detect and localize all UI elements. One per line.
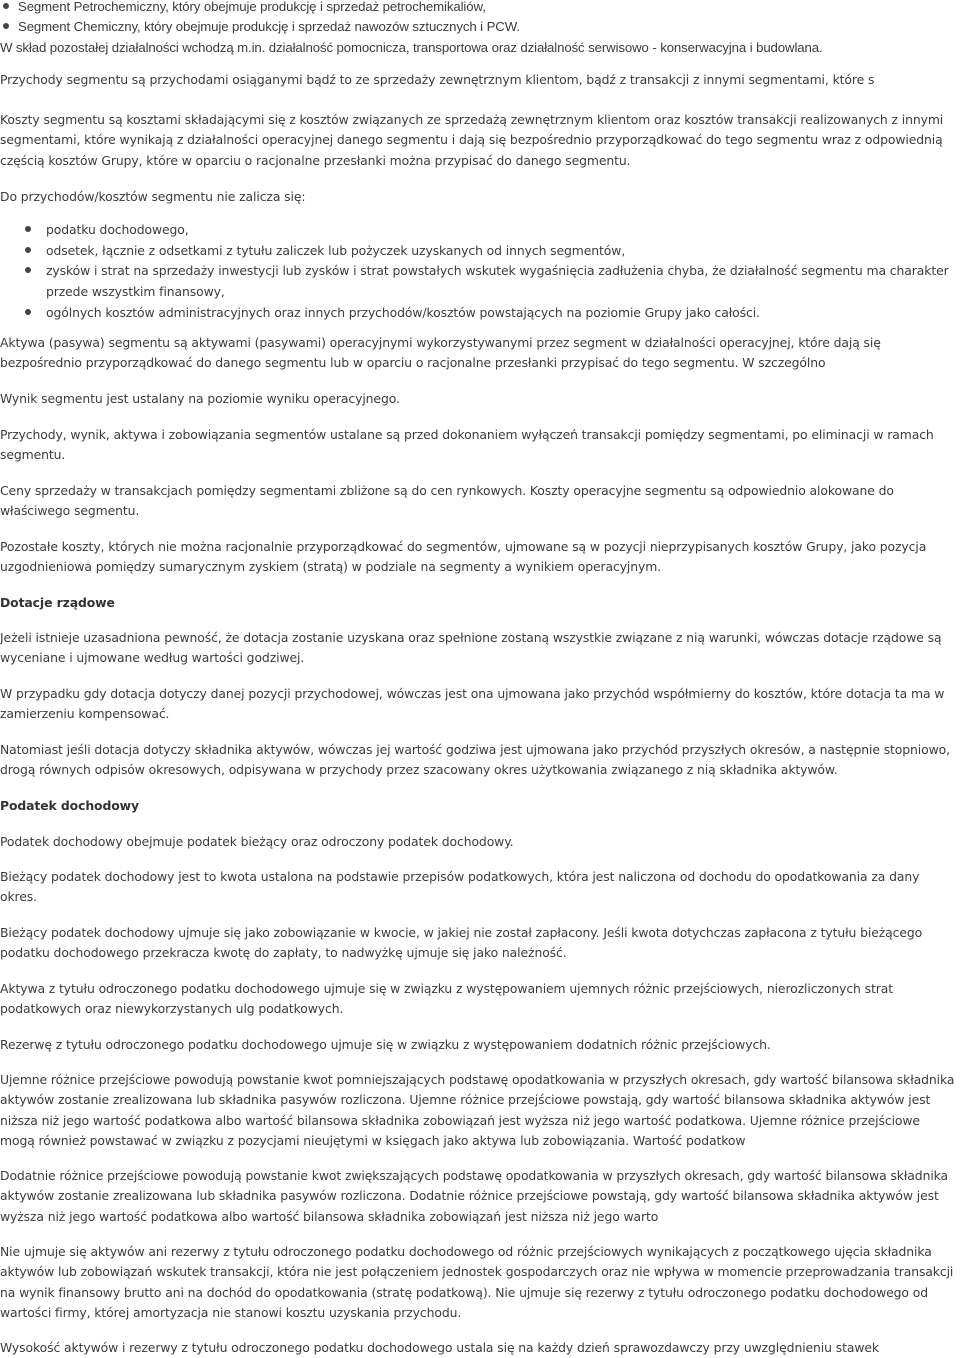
list-item: Segment Chemiczny, który obejmuje produkcję i sprzedaż nawozów sztucznych i PCW. [0, 17, 520, 37]
tax-paragraph-1: Podatek dochodowy obejmuje podatek bieżący oraz odroczony podatek dochodowy. [0, 834, 514, 849]
exclusions-intro: Do przychodów/kosztów segmentu nie zalicza się: [0, 189, 306, 204]
tax-paragraph-3: Bieżący podatek dochodowy ujmuje się jako zobowiązanie w kwocie, w jakiej nie został zapłacony. Jeśli kwota dotychczas zapłacona z tytułu bieżącego podatku dochodowego przekracza kwotę do zapłaty, to nadwyżkę ujmuje się jako należność. [0, 925, 923, 961]
tax-paragraph-2: Bieżący podatek dochodowy jest to kwota ustalona na podstawie przepisów podatkowych, która jest naliczona od dochodu do opodatkowania za dany okres. [0, 869, 920, 905]
tax-paragraph-6: Ujemne różnice przejściowe powodują powstanie kwot pomniejszających podstawę opodatkowania w przyszłych okresach, gdy wartość bilansowa składnika aktywów zostanie zrealizowana lub składnika pasywów rozliczona. Ujemne różnice przejściowe powstają, gdy wartość bilansowa składnika aktywów jest niższa niż jego wartość podatkowa albo wartość bilansowa składnika zobowiązań jest wyższa niż jego wartość podatkowa. Ujemne różnice przejściowe mogą również powstawać w związku z pozycjami nieujętymi w księgach jako aktywa lub zobowiązania. Wartość podatkow [0, 1072, 955, 1149]
grants-paragraph-2: W przypadku gdy dotacja dotyczy danej pozycji przychodowej, wówczas jest ona ujmowana jako przychód współmierny do kosztów, które dotacja ta ma w zamierzeniu kompensować. [0, 686, 945, 722]
segment-assets-paragraph: Aktywa (pasywa) segmentu są aktywami (pasywami) operacyjnymi wykorzystywanymi przez segment w działalności operacyjnej, które dają się bezpośrednio przyporządkować do danego segmentu lub w oparciu o racjonalne przesłanki przypisać do tego segmentu. W szczególno [0, 335, 881, 371]
segment-result-paragraph: Wynik segmentu jest ustalany na poziomie wyniku operacyjnego. [0, 391, 400, 406]
segment-prices-paragraph: Ceny sprzedaży w transakcjach pomiędzy segmentami zbliżone są do cen rynkowych. Koszty operacyjne segmentu są odpowiednio alokowane do właściwego segmentu. [0, 483, 894, 519]
list-item: ogólnych kosztów administracyjnych oraz innych przychodów/kosztów powstających na poziomie Grupy jako całości. [0, 303, 950, 324]
segment-elimination-paragraph: Przychody, wynik, aktywa i zobowiązania segmentów ustalane są przed dokonaniem wyłączeń transakcji pomiędzy segmentami, po eliminacji w ramach segmentu. [0, 427, 934, 463]
segment-other-costs-paragraph: Pozostałe koszty, których nie można racjonalnie przyporządkować do segmentów, ujmowane są w pozycji nieprzypisanych kosztów Grupy, jako pozycja uzgodnieniowa pomiędzy sumarycznym zyskiem (stratą) w podziale na segmenty a wynikiem operacyjnym. [0, 539, 927, 575]
grants-heading: Dotacje rządowe [0, 595, 115, 610]
list-item: odsetek, łącznie z odsetkami z tytułu zaliczek lub pożyczek uzyskanych od innych segmentów, [0, 241, 950, 262]
tax-paragraph-4: Aktywa z tytułu odroczonego podatku dochodowego ujmuje się w związku z występowaniem ujemnych różnic przejściowych, nierozliczonych strat podatkowych oraz niewykorzystanych ulg podatkowych. [0, 981, 893, 1017]
tax-paragraph-9: Wysokość aktywów i rezerwy z tytułu odroczonego podatku dochodowego ustala się na każdy dzień sprawozdawczy przy uwzględnieniu stawek [0, 1340, 879, 1355]
other-activity-line: W skład pozostałej działalności wchodzą m.in. działalność pomocnicza, transportowa oraz działalność serwisowo - konserwacyjna i budowlana. [0, 40, 823, 55]
grants-paragraph-1: Jeżeli istnieje uzasadniona pewność, że dotacja zostanie uzyskana oraz spełnione zostaną wszystkie związane z nią warunki, wówczas dotacje rządowe są wyceniane i ujmowane według wartości godziwej. [0, 630, 942, 666]
tax-paragraph-8: Nie ujmuje się aktywów ani rezerwy z tytułu odroczonego podatku dochodowego od różnic przejściowych wynikających z początkowego ujęcia składnika aktywów lub zobowiązań wskutek transakcji, która nie jest połączeniem jednostek gospodarczych oraz nie wpływa w momencie przeprowadzania transakcji na wynik finansowy brutto ani na dochód do opodatkowania (stratę podatkową). Nie ujmuje się rezerwy z tytułu odroczonego podatku dochodowego od wartości firmy, której amortyzacja nie stanowi kosztu uzyskania przychodu. [0, 1244, 954, 1321]
list-item: zysków i strat na sprzedaży inwestycji lub zysków i strat powstałych wskutek wygaśnięcia zadłużenia chyba, że działalność segmentu ma charakter przede wszystkim finansowy, [0, 261, 950, 302]
segment-revenue-paragraph: Przychody segmentu są przychodami osiąganymi bądź to ze sprzedaży zewnętrznym klientom, bądź z transakcji z innymi segmentami, które s [0, 72, 875, 87]
income-tax-heading: Podatek dochodowy [0, 798, 139, 813]
tax-paragraph-5: Rezerwę z tytułu odroczonego podatku dochodowego ujmuje się w związku z występowaniem dodatnich różnic przejściowych. [0, 1037, 771, 1052]
exclusions-list [0, 220, 950, 324]
tax-paragraph-7: Dodatnie różnice przejściowe powodują powstanie kwot zwiększających podstawę opodatkowania w przyszłych okresach, gdy wartość bilansowa składnika aktywów zostanie zrealizowana lub składnika pasywów rozliczona. Dodatnie różnice przejściowe powstają, gdy wartość bilansowa składnika aktywów jest wyższa niż jego wartość podatkowa albo wartość bilansowa składnika zobowiązań jest niższa niż jego warto [0, 1168, 949, 1224]
list-item: Segment Petrochemiczny, który obejmuje produkcję i sprzedaż petrochemikaliów, [0, 0, 520, 17]
segment-list [0, 0, 520, 37]
grants-paragraph-3: Natomiast jeśli dotacja dotyczy składnika aktywów, wówczas jej wartość godziwa jest ujmowana jako przychód przyszłych okresów, a następnie stopniowo, drogą równych odpisów okresowych, odpisywana w przychody przez szacowany okres użytkowania związanego z nią składnika aktywów. [0, 742, 950, 778]
list-item: podatku dochodowego, [0, 220, 950, 241]
segment-costs-paragraph: Koszty segmentu są kosztami składającymi się z kosztów związanych ze sprzedażą zewnętrznym klientom oraz kosztów transakcji realizowanych z innymi segmentami, które wynikają z działalności operacyjnej danego segmentu i dają się bezpośrednio przyporządkować do tego segmentu wraz z odpowiednią częścią kosztów Grupy, które w oparciu o racjonalne przesłanki można przypisać do danego segmentu. [0, 112, 944, 168]
